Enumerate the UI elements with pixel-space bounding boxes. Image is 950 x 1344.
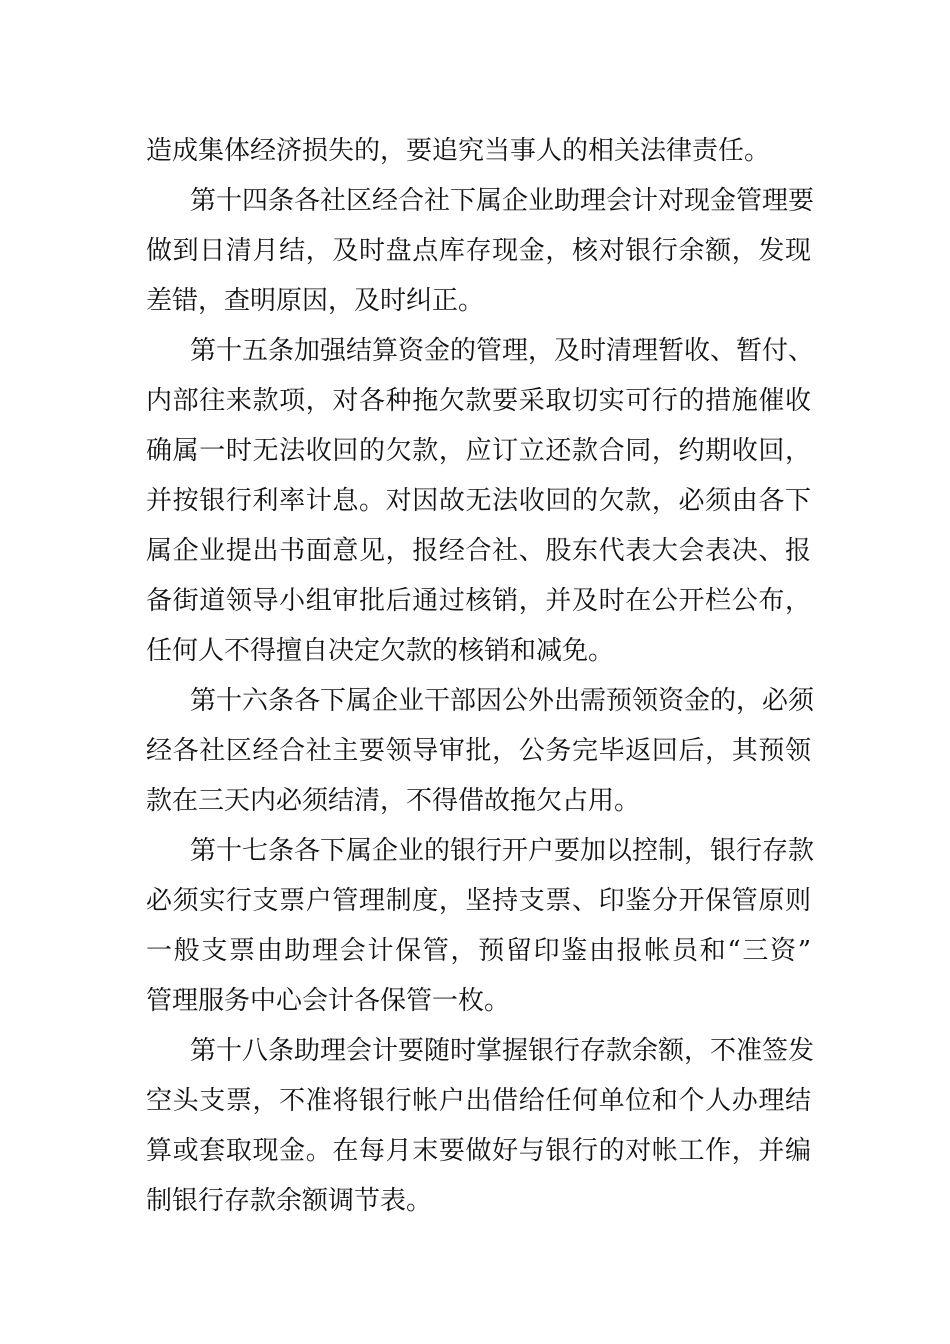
article-17-line: 一般支票由助理会计保管，预留印鉴由报帐员和“三资”: [146, 936, 811, 966]
paragraph-line: 造成集体经济损失的，要追究当事人的相关法律责任。: [146, 136, 771, 166]
article-18-line: 制银行存款余额调节表。: [146, 1186, 433, 1216]
article-18-line: 第十八条助理会计要随时掌握银行存款余额，不准签发: [190, 1036, 815, 1066]
article-15-line: 并按银行利率计息。对因故无法收回的欠款，必须由各下: [146, 486, 811, 516]
article-14-line: 差错，查明原因，及时纠正。: [146, 286, 485, 316]
article-18-line: 空头支票，不准将银行帐户出借给任何单位和个人办理结: [146, 1086, 811, 1116]
article-16-line: 第十六条各下属企业干部因公外出需预领资金的，必须: [190, 686, 815, 716]
article-15-line: 备街道领导小组审批后通过核销，并及时在公开栏公布，: [146, 586, 811, 616]
article-18-line: 算或套取现金。在每月末要做好与银行的对帐工作，并编: [146, 1136, 811, 1166]
article-17-line: 管理服务中心会计各保管一枚。: [146, 986, 511, 1016]
article-15-line: 任何人不得擅自决定欠款的核销和减免。: [146, 636, 615, 666]
article-14-line: 第十四条各社区经合社下属企业助理会计对现金管理要: [190, 186, 815, 216]
article-15-line: 属企业提出书面意见，报经合社、股东代表大会表决、报: [146, 536, 811, 566]
article-17-line: 必须实行支票户管理制度，坚持支票、印鉴分开保管原则: [146, 886, 811, 916]
article-15-line: 内部往来款项，对各种拖欠款要采取切实可行的措施催收: [146, 386, 811, 416]
article-15-line: 第十五条加强结算资金的管理，及时清理暂收、暂付、: [190, 336, 815, 366]
article-16-line: 经各社区经合社主要领导审批，公务完毕返回后，其预领: [146, 736, 811, 766]
article-17-line: 第十七条各下属企业的银行开户要加以控制，银行存款: [190, 836, 815, 866]
article-15-line: 确属一时无法收回的欠款，应订立还款合同，约期收回，: [146, 436, 811, 466]
article-16-line: 款在三天内必须结清，不得借故拖欠占用。: [146, 786, 641, 816]
article-14-line: 做到日清月结，及时盘点库存现金，核对银行余额，发现: [146, 236, 811, 266]
